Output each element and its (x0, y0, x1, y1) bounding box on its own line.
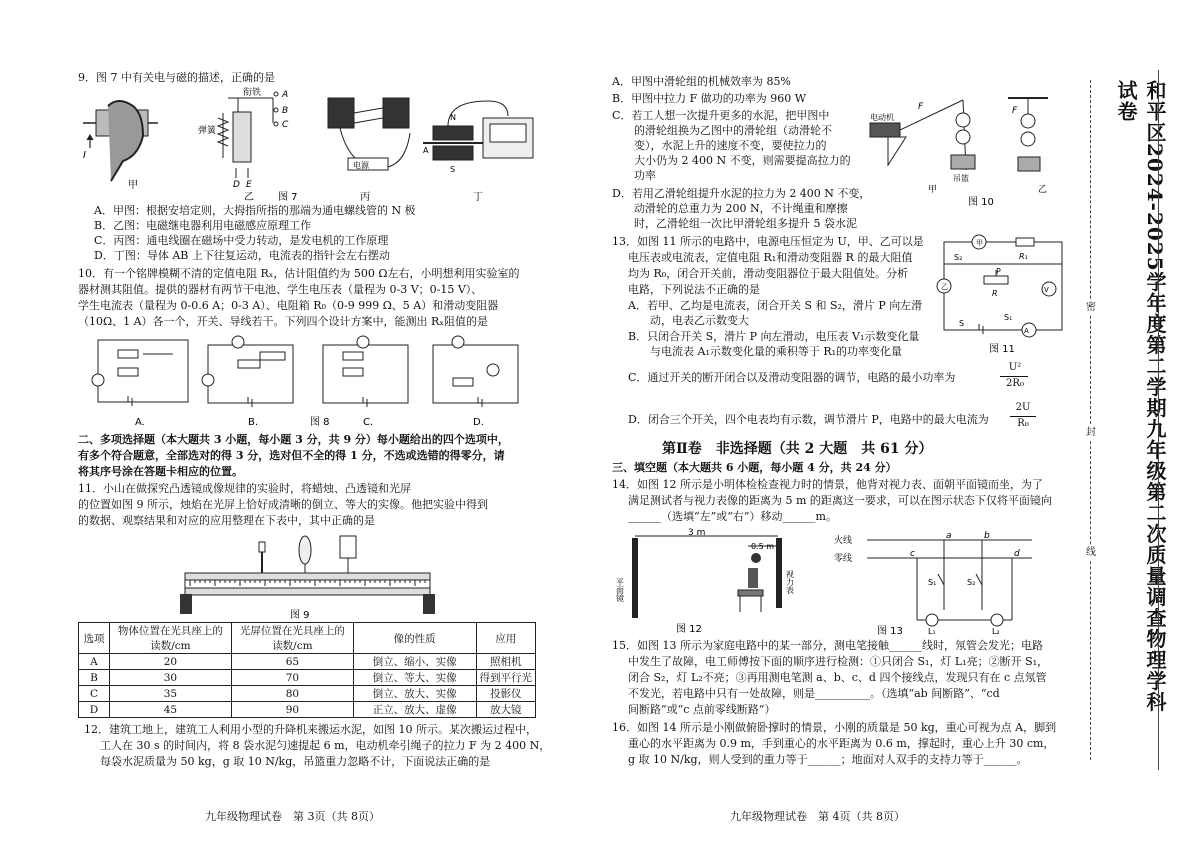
q13-option-a-2: 动，电表乙示数变大 (628, 314, 749, 327)
q9-option-d: D．丁图：导体 AB 上下往复运动，电流表的指针会左右摆动 (94, 249, 390, 262)
q12-option-c-4: 大小仍为 2 400 N 不变，则需要提高拉力的 (612, 154, 851, 167)
q13-line-3: 均为 R₀，闭合开关前，滑动变阻器位于最大阻值处。分析 (628, 267, 909, 280)
fig7-caption: 图 7 (278, 192, 298, 203)
fig11-jia: 甲 (976, 239, 983, 247)
fig13-s2: S₂ (967, 578, 976, 587)
fig7-ding (423, 101, 533, 160)
fig8-option-b: B. (248, 417, 259, 428)
fig12-dist2: 0.5 m (751, 542, 775, 551)
fig13-caption: 图 13 (877, 626, 903, 637)
fig12-dist1: 3 m (688, 528, 706, 538)
fig10-yi: 乙 (1038, 185, 1048, 195)
fig7-yi (218, 92, 278, 178)
q15-line-5: 间断路”或“c 点前零线断路”） (628, 703, 776, 716)
q12-option-d-2: 动滑轮的总重力为 200 N，不计绳重和摩擦 (612, 202, 848, 215)
fig10-F-2: F (1012, 106, 1018, 116)
q13-d-numerator: 2U (1015, 402, 1031, 413)
q13-d-denominator: R₀ (1017, 418, 1029, 429)
fig11-caption: 图 11 (989, 344, 1015, 355)
figure-13 (832, 530, 1032, 638)
fig13-l2: L₂ (992, 627, 1000, 636)
table-header: 选项 (79, 623, 110, 654)
svg-text:d: d (1014, 549, 1020, 559)
table-row: D 45 90 正立、放大、虚像 放大镜 (79, 702, 536, 718)
svg-text:E: E (246, 180, 252, 190)
svg-text:c: c (910, 549, 915, 559)
fig8-option-d: D. (473, 417, 484, 428)
q12-line-2: 工人在 30 s 的时间内，将 8 袋水泥匀速提起 6 m，电动机牵引绳子的拉力 F 为 2 400 N， (100, 739, 551, 752)
fig12-caption: 图 12 (676, 624, 702, 635)
q12-option-c-2: 的滑轮组换为乙图中的滑轮组（动滑轮不 (612, 124, 832, 137)
right-page (600, 0, 1200, 847)
q12-option-c-1: C．若工人想一次提升更多的水泥，把甲图中 (612, 109, 830, 122)
q13-c-numerator: U² (1008, 362, 1022, 373)
section2-line-1: 二、多项选择题（本大题共 3 小题，每小题 3 分，共 9 分）每小题给出的四个选项中， (78, 433, 509, 446)
fig12-mirror: 平面镜 (615, 578, 625, 602)
q16-line-1: 16．如图 14 所示是小刚做俯卧撑时的情景，小刚的质量是 50 kg，重心可视为点 A，脚到 (612, 721, 1057, 734)
fig7-tanhuang: 弹簧 (198, 126, 217, 136)
section2-line-2: 有多个符合题意，全部选对的得 3 分，选对但不全的得 1 分，不选或选错的得零分，请 (78, 449, 505, 462)
table-row: C 35 80 倒立、放大、实像 投影仪 (79, 686, 536, 702)
fig7-xiantie: 衔铁 (243, 88, 262, 98)
q12-option-d-3: 时，乙滑轮组一次比甲滑轮组多提升 5 袋水泥 (612, 217, 857, 230)
q13-line-2: 电压表或电流表，定值电阻 R₁和滑动变阻器 R 的最大阻值 (628, 251, 913, 264)
fig7-bing (328, 98, 410, 170)
q10-line-1: 10．有一个铭牌模糊不清的定值电阻 Rₓ，估计阻值约为 500 Ω左右，小明想利用实验室的 (78, 267, 520, 280)
fig7-label-bing: 丙 (360, 192, 370, 203)
seal-mark-xian: 线 (1086, 547, 1096, 558)
table-header: 光屏位置在光具座上的读数/cm (231, 623, 353, 654)
fig12-chart: 视力表 (785, 570, 795, 594)
fig7-label-ding: 丁 (473, 192, 483, 203)
fig8-option-c: C. (363, 417, 374, 428)
fig7-S: S (450, 165, 456, 174)
q11-table (78, 622, 536, 718)
fig7-current-label: I (83, 150, 86, 161)
q16-line-3: g 取 10 N/kg，则人受到的重力等于______；地面对人双手的支持力等于______。 (628, 753, 1028, 766)
fig10-F-1: F (918, 102, 924, 112)
fig13-zero-line: 零线 (834, 554, 853, 564)
q10-line-4: （10Ω、1 A）各一个，开关、导线若干。下列四个设计方案中，能测出 Rₓ阻值的是 (78, 315, 488, 328)
fig9-caption: 图 9 (290, 610, 310, 621)
q13-c-fraction-bar (1000, 376, 1028, 377)
fig11-S1: S₁ (1004, 313, 1013, 322)
table-row: A 20 65 倒立、缩小、实像 照相机 (79, 654, 536, 670)
fig13-s1: S₁ (928, 578, 937, 587)
right-footer: 九年级物理试卷 第 4页（共 8页） (730, 810, 905, 823)
q15-line-1: 15．如图 13 所示为家庭电路中的某一部分，测电笔接触______线时，氖管会发光；电路 (612, 639, 1043, 652)
fig10-jia: 甲 (928, 185, 938, 195)
q10-line-2: 器材测其阻值。提供的器材有两节干电池、学生电压表（量程为 0-3 V；0-15 V）、 (78, 283, 483, 296)
figure-10 (868, 95, 1060, 207)
q9-option-a: A．甲图：根据安培定则，大拇指所指的那端为通电螺线管的 N 极 (94, 204, 416, 217)
section2-line-3: 将其序号涂在答题卡相应的位置。 (78, 465, 243, 478)
svg-text:A: A (282, 90, 289, 100)
q9-option-b: B．乙图：电磁继电器利用电磁感应原理工作 (94, 219, 312, 232)
figure-12 (615, 528, 808, 638)
fig7-N: N (450, 113, 456, 122)
svg-text:a: a (946, 531, 952, 541)
q12-line-3: 每袋水泥质量为 50 kg，g 取 10 N/kg，吊篮重力忽略不计，下面说法正确的是 (100, 755, 491, 768)
q12-option-c-5: 功率 (612, 169, 656, 182)
table-header-row (79, 623, 536, 654)
part2-title: 第Ⅱ卷 非选择题（共 2 大题 共 61 分） (662, 441, 933, 457)
fig11-P: P (996, 267, 1001, 276)
figure-9 (180, 528, 440, 620)
table-header: 物体位置在光具座上的读数/cm (109, 623, 231, 654)
table-header: 像的性质 (353, 623, 476, 654)
q9-stem: 9．图 7 中有关电与磁的描述，正确的是 (78, 71, 275, 84)
q13-option-c: C．通过开关的断开闭合以及滑动变阻器的调节，电路的最小功率为 (628, 371, 956, 384)
section3-title: 三、填空题（本大题共 6 小题，每小题 4 分，共 24 分） (612, 461, 897, 474)
q13-line-1: 13．如图 11 所示的电路中，电源电压恒定为 U，甲、乙可以是 (612, 235, 924, 248)
q12-option-d-1: D．若用乙滑轮组提升水泥的拉力为 2 400 N 不变， (612, 187, 871, 200)
q13-c-denominator: 2R₀ (1006, 378, 1024, 389)
q15-line-4: 不发光，若电路中只有一处故障，则是__________。（选填“ab 间断路”、“cd (628, 687, 1000, 700)
q13-option-d: D．闭合三个开关，四个电表均有示数，调节滑片 P，电路中的最大电流为 (628, 413, 989, 426)
svg-text:B: B (282, 106, 289, 116)
fig11-yi: 乙 (941, 283, 948, 291)
q13-option-b-2: 与电流表 A₁示数变化量的乘积等于 R₁的功率变化量 (628, 345, 903, 358)
q14-line-3: ______（选填“左”或“右”）移动______m。 (628, 510, 837, 523)
svg-text:D: D (233, 180, 240, 190)
fig10-motor: 电动机 (870, 113, 894, 122)
q11-line-1: 11．小山在做探究凸透镜成像规律的实验时，将蜡烛、凸透镜和光屏 (78, 482, 411, 495)
q13-line-4: 电路，下列说法不正确的是 (628, 283, 760, 296)
fig8-caption: 图 8 (310, 417, 330, 428)
q12-option-c-3: 变），水泥上升的速度不变，要使拉力的 (612, 139, 827, 152)
fig7-jia (83, 101, 158, 181)
fig11-R1: R₁ (1019, 252, 1028, 261)
q10-line-3: 学生电流表（量程为 0-0.6 A；0-3 A）、电阻箱 R₀（0-9 999 Ω、5 A）和滑动变阻器 (78, 299, 499, 312)
seal-mark-feng: 封 (1086, 427, 1096, 438)
svg-text:b: b (984, 531, 990, 541)
q12-line-1: 12．建筑工地上，建筑工人利用小型的升降机来搬运水泥，如图 10 所示。某次搬运过程中， (84, 723, 537, 736)
fig11-A1: A (1024, 327, 1029, 335)
q11-line-3: 的数据、观察结果和对应的应用整理在下表中，其中正确的是 (78, 514, 375, 527)
q14-line-1: 14．如图 12 所示是小明体检检查视力时的情景，他背对视力表、面朝平面镜而坐，为了 (612, 478, 1043, 491)
q12-option-b: B．甲图中拉力 F 做功的功率为 960 W (612, 92, 807, 105)
left-footer: 九年级物理试卷 第 3页（共 8页） (205, 810, 380, 823)
fig11-R: R (992, 289, 998, 298)
fig10-caption: 图 10 (968, 197, 994, 208)
svg-text:C: C (282, 120, 289, 130)
figure-7 (78, 88, 548, 203)
fig8-option-a: A. (135, 417, 145, 428)
fig11-V1: V (1044, 286, 1049, 294)
q11-line-2: 的位置如图 9 所示，烛焰在光屏上恰好成清晰的倒立、等大的实像。他把实验中得到 (78, 498, 488, 511)
table-row: B 30 70 倒立、等大、实像 得到平行光 (79, 670, 536, 686)
q15-line-2: 中发生了故障，电工师傅按下面的顺序进行检测：①只闭合 S₁，灯 L₁亮；②断开 S₁， (628, 655, 1049, 668)
fig13-fire-line: 火线 (834, 536, 853, 546)
fig7-A: A (423, 146, 429, 155)
q14-line-2: 满足测试者与视力表像的距离为 5 m 的距离这一要求，可以在图示状态下仅将平面镜向 (628, 494, 1052, 507)
figure-8 (88, 330, 528, 430)
table-header: 应用 (476, 623, 536, 654)
q9-option-c: C．丙图：通电线圈在磁场中受力转动，是发电机的工作原理 (94, 234, 389, 247)
fig13-l1: L₁ (928, 627, 936, 636)
q12-option-a: A．甲图中滑轮组的机械效率为 85% (612, 75, 791, 88)
q13-option-a-1: A．若甲、乙均是电流表，闭合开关 S 和 S₂，滑片 P 向左滑 (628, 299, 923, 312)
fig7-label-jia: 甲 (128, 180, 138, 191)
fig11-S2: S₂ (954, 253, 963, 262)
seal-mark-mi: 密 (1086, 302, 1096, 313)
margin-line (1158, 70, 1159, 770)
fig7-dianyuan: 电源 (353, 161, 369, 170)
fig10-basket: 吊篮 (953, 174, 969, 183)
q16-line-2: 重心的水平距离为 0.9 m，手到重心的水平距离为 0.6 m，撑起时，重心上升 30 cm， (628, 737, 1055, 750)
q13-d-fraction-bar (1010, 416, 1036, 417)
fig11-S: S (959, 319, 965, 328)
side-title: 和平区2024-2025学年度第二学期九年级第二次质量调查物理学科试卷 (1114, 80, 1167, 713)
q13-option-b-1: B．只闭合开关 S，滑片 P 向左滑动，电压表 V₁示数变化量 (628, 330, 920, 343)
fig7-label-yi: 乙 (244, 192, 254, 203)
seal-line (1090, 80, 1091, 760)
q15-line-3: 闭合 S₂，灯 L₂不亮；③再用测电笔测 a、b、c、d 四个接线点，发现只有在 c 点氖管 (628, 671, 1047, 684)
figure-11 (934, 234, 1072, 358)
